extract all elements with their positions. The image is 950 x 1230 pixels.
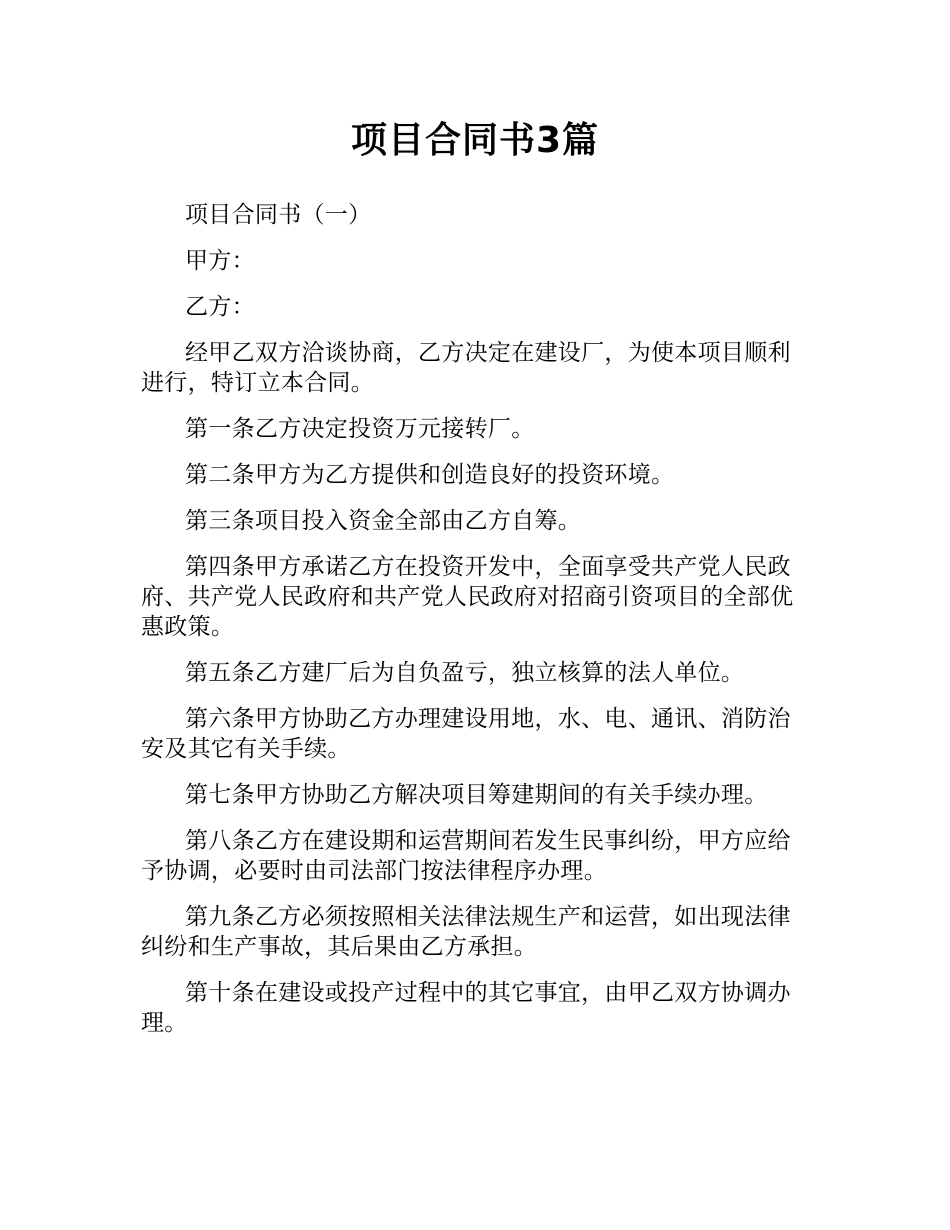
party-a-line: 甲方： [185, 248, 255, 274]
party-b-line: 乙方： [185, 294, 255, 320]
article-6: 第六条甲方协助乙方办理建设用地，水、电、通讯、消防治安及其它有关手续。 [141, 706, 791, 762]
article-8: 第八条乙方在建设期和运营期间若发生民事纠纷，甲方应给予协调，必要时由司法部门按法律程序办理。 [141, 828, 791, 884]
preamble-paragraph: 经甲乙双方洽谈协商，乙方决定在建设厂，为使本项目顺利进行，特订立本合同。 [141, 340, 791, 396]
article-4: 第四条甲方承诺乙方在投资开发中，全面享受共产党人民政府、共产党人民政府和共产党人民政府对招商引资项目的全部优惠政策。 [141, 554, 794, 640]
article-7: 第七条甲方协助乙方解决项目筹建期间的有关手续办理。 [185, 782, 768, 808]
article-2: 第二条甲方为乙方提供和创造良好的投资环境。 [185, 462, 675, 488]
document-body [141, 200, 811, 1054]
article-9: 第九条乙方必须按照相关法律法规生产和运营，如出现法律纠纷和生产事故，其后果由乙方承担。 [141, 904, 791, 960]
article-5: 第五条乙方建厂后为自负盈亏，独立核算的法人单位。 [185, 660, 745, 686]
article-1: 第一条乙方决定投资万元接转厂。 [185, 416, 535, 442]
article-3: 第三条项目投入资金全部由乙方自筹。 [185, 508, 582, 534]
subtitle-paragraph: 项目合同书（一） [185, 202, 372, 228]
document-title: 项目合同书3篇 [350, 120, 600, 161]
article-10: 第十条在建设或投产过程中的其它事宜，由甲乙双方协调办理。 [141, 980, 791, 1036]
